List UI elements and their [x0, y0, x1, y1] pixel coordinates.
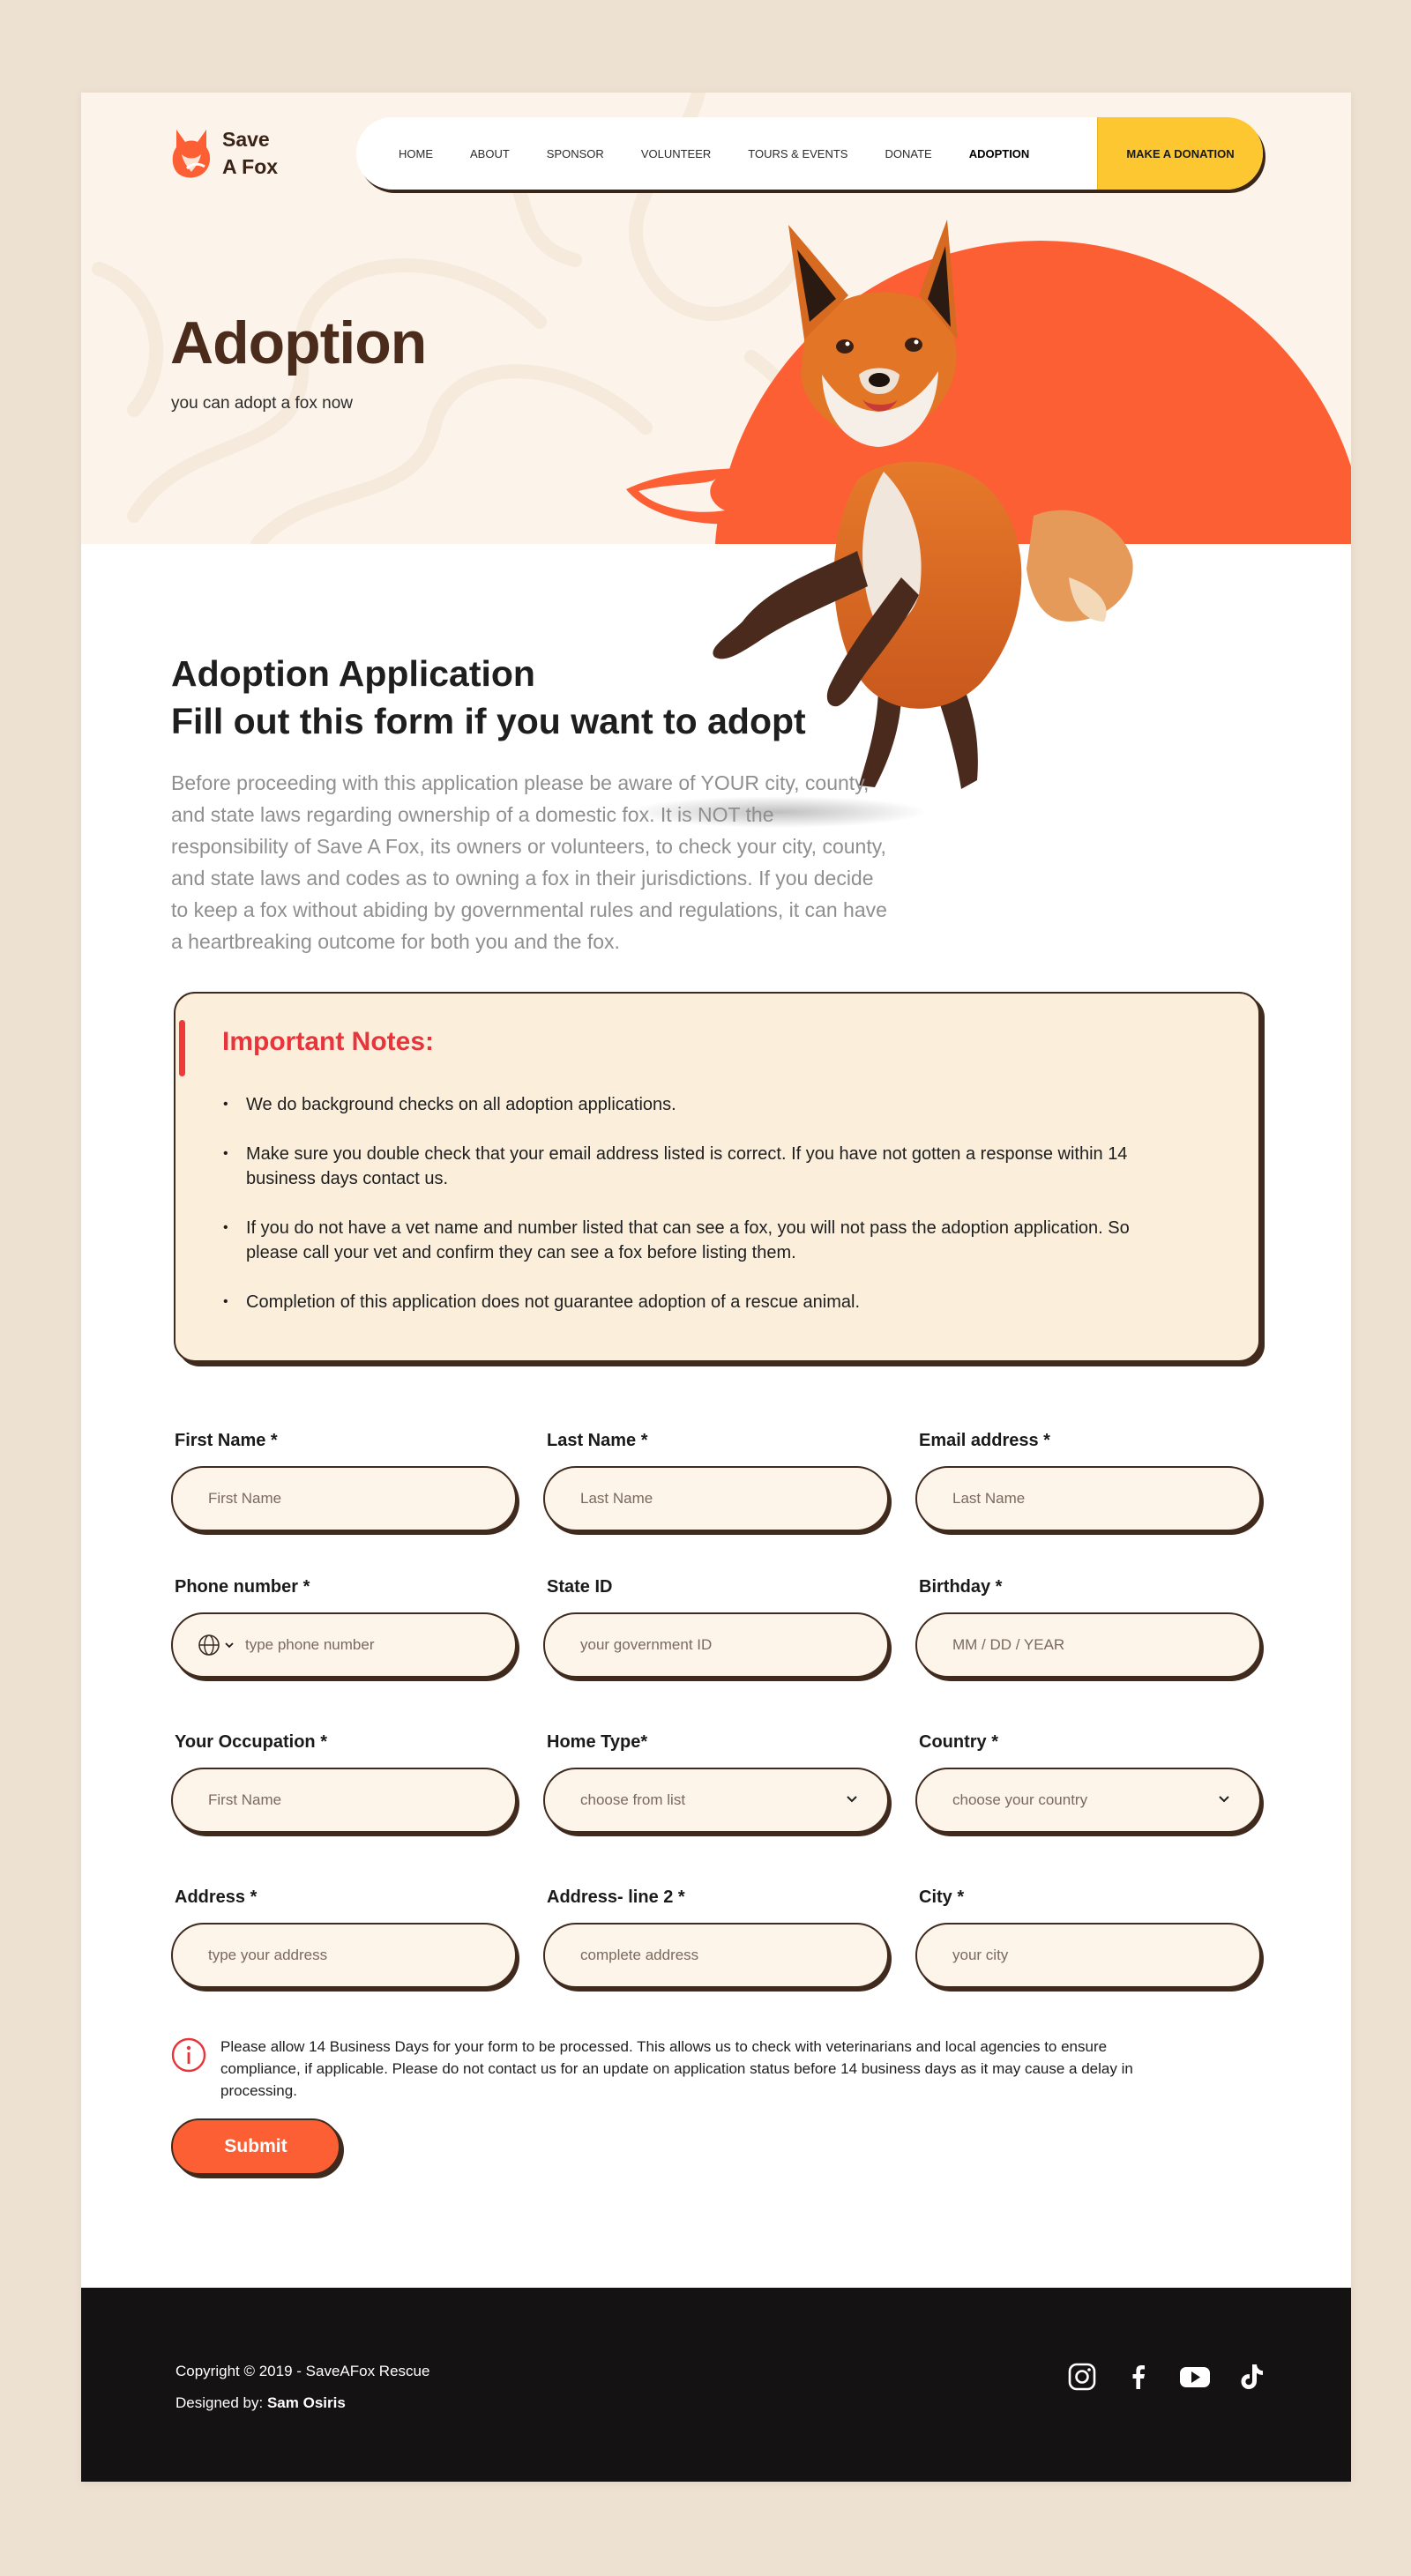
home-type-field-group	[543, 1732, 889, 1833]
nav-item-volunteer[interactable]: VOLUNTEER	[640, 146, 712, 160]
designer-name: Sam Osiris	[266, 2394, 346, 2411]
email-label: Email address *	[919, 1431, 1050, 1450]
submit-button[interactable]: Submit	[171, 2118, 340, 2175]
notes-accent-bar	[179, 1020, 185, 1076]
application-title: Adoption Application	[171, 653, 535, 694]
designed-by-label: Designed by:	[175, 2394, 264, 2411]
address-input[interactable]	[208, 1947, 480, 1964]
make-donation-button[interactable]: MAKE A DONATION	[1097, 117, 1263, 190]
occupation-box	[171, 1768, 517, 1833]
address2-box	[543, 1923, 889, 1988]
logo[interactable]	[169, 126, 293, 181]
list-item: • We do background checks on all adoption applications.	[246, 1092, 1181, 1117]
address2-field-group	[543, 1887, 889, 1988]
instagram-icon	[1067, 2362, 1097, 2392]
birthday-input[interactable]	[952, 1636, 1224, 1654]
youtube-link[interactable]	[1179, 2361, 1211, 2393]
email-box	[915, 1466, 1261, 1531]
chevron-down-icon	[1217, 1792, 1231, 1806]
fox-logo-icon	[169, 128, 213, 179]
list-item: • Completion of this application does not guarantee adoption of a rescue animal.	[246, 1290, 1181, 1314]
country-placeholder: choose your country	[952, 1791, 1088, 1808]
tiktok-link[interactable]	[1236, 2361, 1267, 2393]
city-label: City *	[919, 1887, 965, 1907]
first-name-field-group	[171, 1431, 517, 1531]
last-name-field-group	[543, 1431, 889, 1531]
address2-input[interactable]	[580, 1947, 852, 1964]
facebook-link[interactable]	[1123, 2361, 1154, 2393]
state-id-input[interactable]	[580, 1636, 852, 1654]
occupation-label: Your Occupation *	[175, 1732, 327, 1752]
last-name-input[interactable]	[580, 1490, 852, 1508]
address-label: Address *	[175, 1887, 258, 1907]
application-subtitle: Fill out this form if you want to adopt	[171, 701, 806, 741]
notice-text: Please allow 14 Business Days for your form to be processed. This allows us to check with veterinarians and local agencies to ensure compliance, if applicable. Please do not contact us for an update on application status before 14 business days as it may cause a delay in processing.	[220, 2038, 1133, 2099]
address2-label: Address- line 2 *	[547, 1887, 685, 1907]
application-heading	[171, 650, 877, 745]
occupation-field-group	[171, 1732, 517, 1833]
logo-text	[222, 126, 293, 181]
nav-item-donate[interactable]: DONATE	[885, 146, 932, 160]
nav-item-tours-events[interactable]: TOURS & EVENTS	[748, 146, 848, 160]
main-nav	[356, 117, 1263, 190]
address-field-group	[171, 1887, 517, 1988]
page-subtitle: you can adopt a fox now	[171, 394, 353, 413]
chevron-down-icon	[224, 1641, 235, 1649]
country-field-group	[915, 1732, 1261, 1833]
last-name-box	[543, 1466, 889, 1531]
city-field-group	[915, 1887, 1261, 1988]
state-id-field-group	[543, 1577, 889, 1678]
country-select[interactable]	[915, 1768, 1261, 1833]
info-icon	[171, 2037, 206, 2073]
instagram-link[interactable]	[1066, 2361, 1098, 2393]
globe-icon	[198, 1634, 220, 1657]
nav-links	[356, 117, 1097, 190]
nav-item-adoption[interactable]: ADOPTION	[968, 146, 1030, 160]
copyright-text: Copyright © 2019 - SaveAFox Rescue	[175, 2363, 430, 2379]
first-name-box	[171, 1466, 517, 1531]
phone-label: Phone number *	[175, 1577, 310, 1597]
home-type-label: Home Type*	[547, 1732, 648, 1752]
list-item: • Make sure you double check that your email address listed is correct. If you have not gotten a response within 14 business days contact us.	[246, 1142, 1181, 1191]
page-title: Adoption	[170, 309, 427, 376]
birthday-box	[915, 1612, 1261, 1678]
phone-box	[171, 1612, 517, 1678]
first-name-label: First Name *	[175, 1431, 278, 1450]
important-notes-card	[174, 992, 1260, 1362]
state-id-box	[543, 1612, 889, 1678]
logo-line2: A Fox	[222, 155, 279, 178]
nav-item-home[interactable]: HOME	[399, 146, 433, 160]
email-input[interactable]	[952, 1490, 1224, 1508]
list-item: • If you do not have a vet name and number listed that can see a fox, you will not pass the adoption application. So please call your vet and confirm they can see a fox before listing them.	[246, 1216, 1181, 1265]
birthday-label: Birthday *	[919, 1577, 1003, 1597]
intro-paragraph: Before proceeding with this application please be aware of YOUR city, county, and state laws regarding ownership of a domestic fox. It is NOT the responsibility of Save A Fox, its owners or volunteers, to check your city, county, and state laws and codes as to owning a fox in their jurisdictions. If you decide to keep a fox without abiding by governmental rules and regulations, it can have a heartbreaking outcome for both you and the fox.	[171, 771, 887, 953]
home-type-select[interactable]	[543, 1768, 889, 1833]
address-box	[171, 1923, 517, 1988]
home-type-placeholder: choose from list	[580, 1791, 686, 1808]
designed-by	[175, 2387, 429, 2419]
logo-line1: Save	[222, 128, 270, 151]
state-id-label: State ID	[547, 1577, 613, 1597]
page	[81, 93, 1351, 2482]
notes-list	[246, 1092, 1181, 1339]
birthday-field-group	[915, 1577, 1261, 1678]
chevron-down-icon	[845, 1792, 859, 1806]
processing-notice	[171, 2036, 1185, 2102]
country-label: Country *	[919, 1732, 998, 1752]
youtube-icon	[1179, 2362, 1211, 2392]
social-links	[1066, 2361, 1267, 2393]
facebook-icon	[1124, 2362, 1153, 2392]
nav-item-sponsor[interactable]: SPONSOR	[546, 146, 604, 160]
phone-input[interactable]	[245, 1636, 480, 1654]
nav-item-about[interactable]: ABOUT	[470, 146, 510, 160]
occupation-input[interactable]	[208, 1791, 480, 1809]
city-box	[915, 1923, 1261, 1988]
last-name-label: Last Name *	[547, 1431, 648, 1450]
first-name-input[interactable]	[208, 1490, 480, 1508]
country-code-selector[interactable]	[198, 1634, 235, 1657]
email-field-group	[915, 1431, 1261, 1531]
footer	[81, 2288, 1351, 2482]
city-input[interactable]	[952, 1947, 1224, 1964]
footer-copyright	[175, 2356, 429, 2419]
notes-title: Important Notes:	[222, 1027, 434, 1056]
phone-field-group	[171, 1577, 517, 1678]
tiktok-icon	[1236, 2362, 1266, 2392]
